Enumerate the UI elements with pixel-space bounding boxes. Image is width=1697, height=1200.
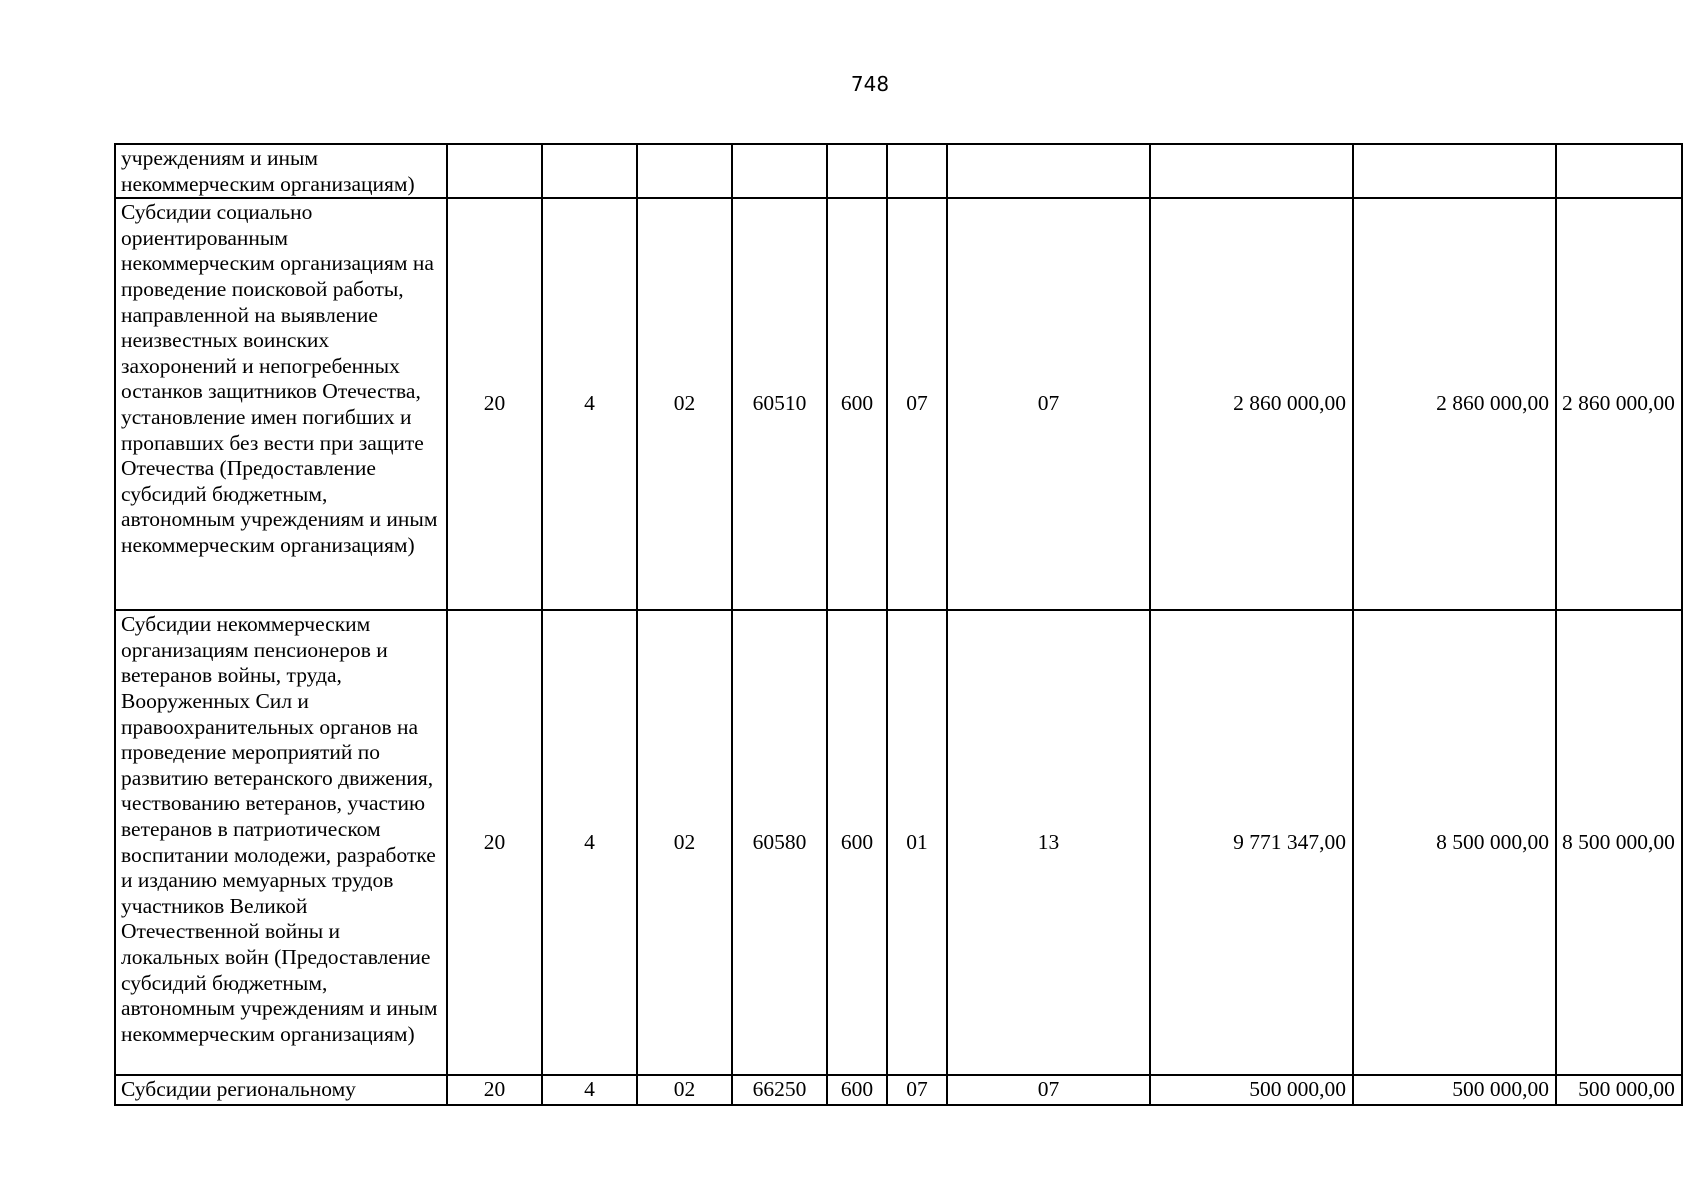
amount-year-2: 2 860 000,00 [1353, 198, 1556, 610]
amount-year-3: 500 000,00 [1556, 1075, 1682, 1105]
code-subsection: 07 [947, 198, 1150, 610]
code-expense-type: 600 [827, 198, 887, 610]
amount-year-1 [1150, 144, 1353, 198]
code-program: 20 [447, 1075, 542, 1105]
row-description: Субсидии социально ориентированным некоммерческим организациям на проведение поисковой работы, направленной на выявление неизвестных воинских захоронений и непогребенных останков защитников Отечества, установление имен погибших и пропавших без вести при защите Отечества (Предоставление субсидий бюджетным, автономным учреждениям и иным некоммерческим организациям) [115, 198, 447, 610]
page-number: 748 [850, 72, 890, 96]
code-subsection [947, 144, 1150, 198]
amount-year-2: 500 000,00 [1353, 1075, 1556, 1105]
code-program: 20 [447, 198, 542, 610]
code-expense-type: 600 [827, 1075, 887, 1105]
row-description: учреждениям и иным некоммерческим организациям) [115, 144, 447, 198]
code-type: 4 [542, 1075, 637, 1105]
code-direction [732, 144, 827, 198]
code-type: 4 [542, 610, 637, 1075]
code-expense-type [827, 144, 887, 198]
code-direction: 60580 [732, 610, 827, 1075]
amount-year-2: 8 500 000,00 [1353, 610, 1556, 1075]
code-section: 07 [887, 1075, 947, 1105]
table-row [115, 144, 1682, 198]
amount-year-3 [1556, 144, 1682, 198]
amount-year-1: 500 000,00 [1150, 1075, 1353, 1105]
table-row [115, 610, 1682, 1075]
amount-year-3: 8 500 000,00 [1556, 610, 1682, 1075]
amount-year-3: 2 860 000,00 [1556, 198, 1682, 610]
code-type: 4 [542, 198, 637, 610]
code-direction: 66250 [732, 1075, 827, 1105]
code-subsection: 13 [947, 610, 1150, 1075]
code-program [447, 144, 542, 198]
code-expense-type: 600 [827, 610, 887, 1075]
code-section: 07 [887, 198, 947, 610]
code-subprogram: 02 [637, 610, 732, 1075]
code-section: 01 [887, 610, 947, 1075]
code-section [887, 144, 947, 198]
code-subprogram [637, 144, 732, 198]
code-subprogram: 02 [637, 198, 732, 610]
table-row [115, 1075, 1682, 1105]
amount-year-1: 2 860 000,00 [1150, 198, 1353, 610]
budget-table [114, 143, 1683, 1106]
code-subsection: 07 [947, 1075, 1150, 1105]
code-type [542, 144, 637, 198]
code-subprogram: 02 [637, 1075, 732, 1105]
code-program: 20 [447, 610, 542, 1075]
amount-year-2 [1353, 144, 1556, 198]
table-row [115, 198, 1682, 610]
row-description: Субсидии региональному [115, 1075, 447, 1105]
amount-year-1: 9 771 347,00 [1150, 610, 1353, 1075]
code-direction: 60510 [732, 198, 827, 610]
row-description: Субсидии некоммерческим организациям пенсионеров и ветеранов войны, труда, Вооруженных Сил и правоохранительных органов на проведение мероприятий по развитию ветеранского движения, чествованию ветеранов, участию ветеранов в патриотическом воспитании молодежи, разработке и изданию мемуарных трудов участников Великой Отечественной войны и локальных войн (Предоставление субсидий бюджетным, автономным учреждениям и иным некоммерческим организациям) [115, 610, 447, 1075]
